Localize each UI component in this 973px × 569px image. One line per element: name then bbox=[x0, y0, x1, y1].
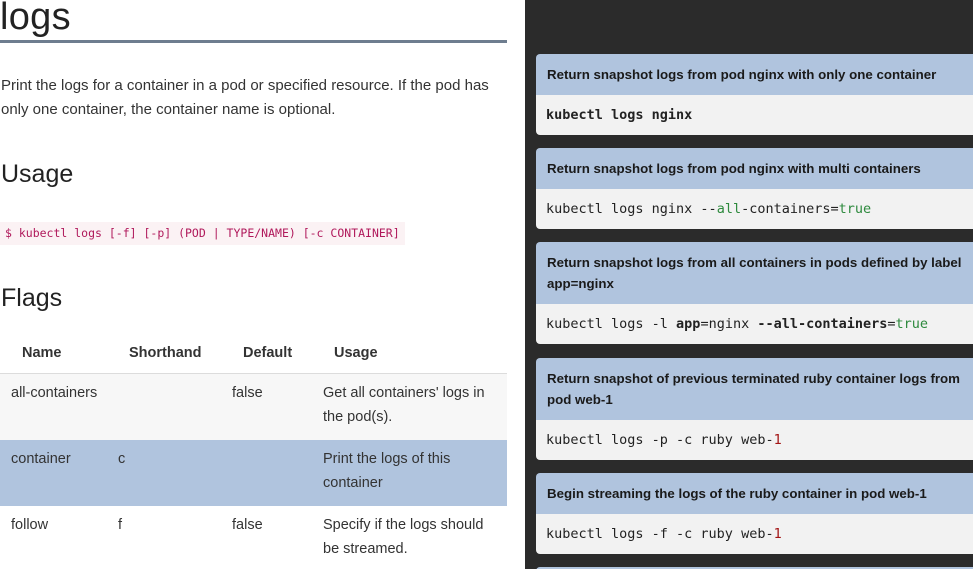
flag-default: false bbox=[232, 517, 263, 533]
flag-usage: Get all containers' logs in the pod(s). bbox=[323, 374, 507, 441]
flags-header-row bbox=[0, 333, 507, 374]
example-code[interactable] bbox=[536, 420, 973, 460]
code-token: kubectl logs -f -c ruby web- bbox=[546, 526, 774, 542]
flag-default: false bbox=[227, 374, 323, 441]
code-token: =nginx bbox=[700, 316, 758, 332]
code-token: -containers= bbox=[741, 201, 839, 217]
usage-code: $ kubectl logs [-f] [-p] (POD | TYPE/NAME) [-c CONTAINER] bbox=[0, 222, 405, 245]
column-header-usage: Usage bbox=[323, 333, 507, 374]
flags-table bbox=[0, 333, 507, 569]
example-card bbox=[536, 473, 973, 554]
table-row[interactable] bbox=[0, 506, 507, 569]
flag-name: container bbox=[0, 440, 108, 506]
flag-usage: Specify if the logs should be streamed. bbox=[323, 517, 484, 557]
page-title: logs bbox=[0, 0, 71, 38]
flag-name: follow bbox=[11, 517, 49, 533]
table-row[interactable] bbox=[0, 440, 507, 506]
column-header-default: Default bbox=[227, 333, 323, 374]
example-card bbox=[536, 54, 973, 135]
code-token: --all-containers bbox=[757, 316, 888, 332]
flag-shorthand: c bbox=[108, 440, 227, 506]
example-card bbox=[536, 148, 973, 229]
example-title: Return snapshot logs from all containers in pods defined by label app=nginx bbox=[536, 242, 973, 304]
example-code[interactable] bbox=[536, 304, 973, 344]
code-token: 1 bbox=[773, 526, 782, 542]
flag-shorthand bbox=[108, 374, 227, 441]
example-title: Return snapshot of previous terminated ruby container logs from pod web-1 bbox=[536, 358, 973, 420]
code-token: kubectl logs -l bbox=[546, 316, 677, 332]
code-token: true bbox=[895, 316, 929, 332]
title-divider bbox=[0, 40, 507, 43]
example-title: Begin streaming the logs of the ruby container in pod web-1 bbox=[536, 473, 973, 514]
example-card bbox=[536, 242, 973, 344]
flag-default bbox=[227, 440, 323, 506]
example-title: Return snapshot logs from pod nginx with multi containers bbox=[536, 148, 973, 189]
column-header-shorthand: Shorthand bbox=[108, 333, 227, 374]
code-token: true bbox=[838, 201, 872, 217]
code-token: app bbox=[676, 316, 701, 332]
example-code[interactable] bbox=[536, 95, 973, 135]
example-card bbox=[536, 358, 973, 460]
command-description: Print the logs for a container in a pod or specified resource. If the pod has only one container, the container name is optional. bbox=[1, 77, 489, 118]
usage-heading: Usage bbox=[1, 160, 74, 188]
table-row[interactable] bbox=[0, 374, 507, 441]
code-token: kubectl logs nginx -- bbox=[546, 201, 717, 217]
examples-panel bbox=[525, 0, 973, 569]
flag-usage: Print the logs of this container bbox=[323, 440, 507, 506]
flag-shorthand: f bbox=[118, 517, 123, 533]
code-token: 1 bbox=[773, 432, 782, 448]
example-code[interactable] bbox=[536, 514, 973, 554]
example-title: Return snapshot logs from pod nginx with only one container bbox=[536, 54, 973, 95]
code-token: kubectl logs nginx bbox=[546, 107, 693, 123]
code-token: all bbox=[716, 201, 742, 217]
flags-heading: Flags bbox=[1, 284, 63, 312]
example-code[interactable] bbox=[536, 189, 973, 229]
flag-name: all-containers bbox=[0, 374, 108, 441]
code-token: kubectl logs -p -c ruby web- bbox=[546, 432, 774, 448]
code-token: = bbox=[887, 316, 896, 332]
column-header-name: Name bbox=[0, 333, 108, 374]
